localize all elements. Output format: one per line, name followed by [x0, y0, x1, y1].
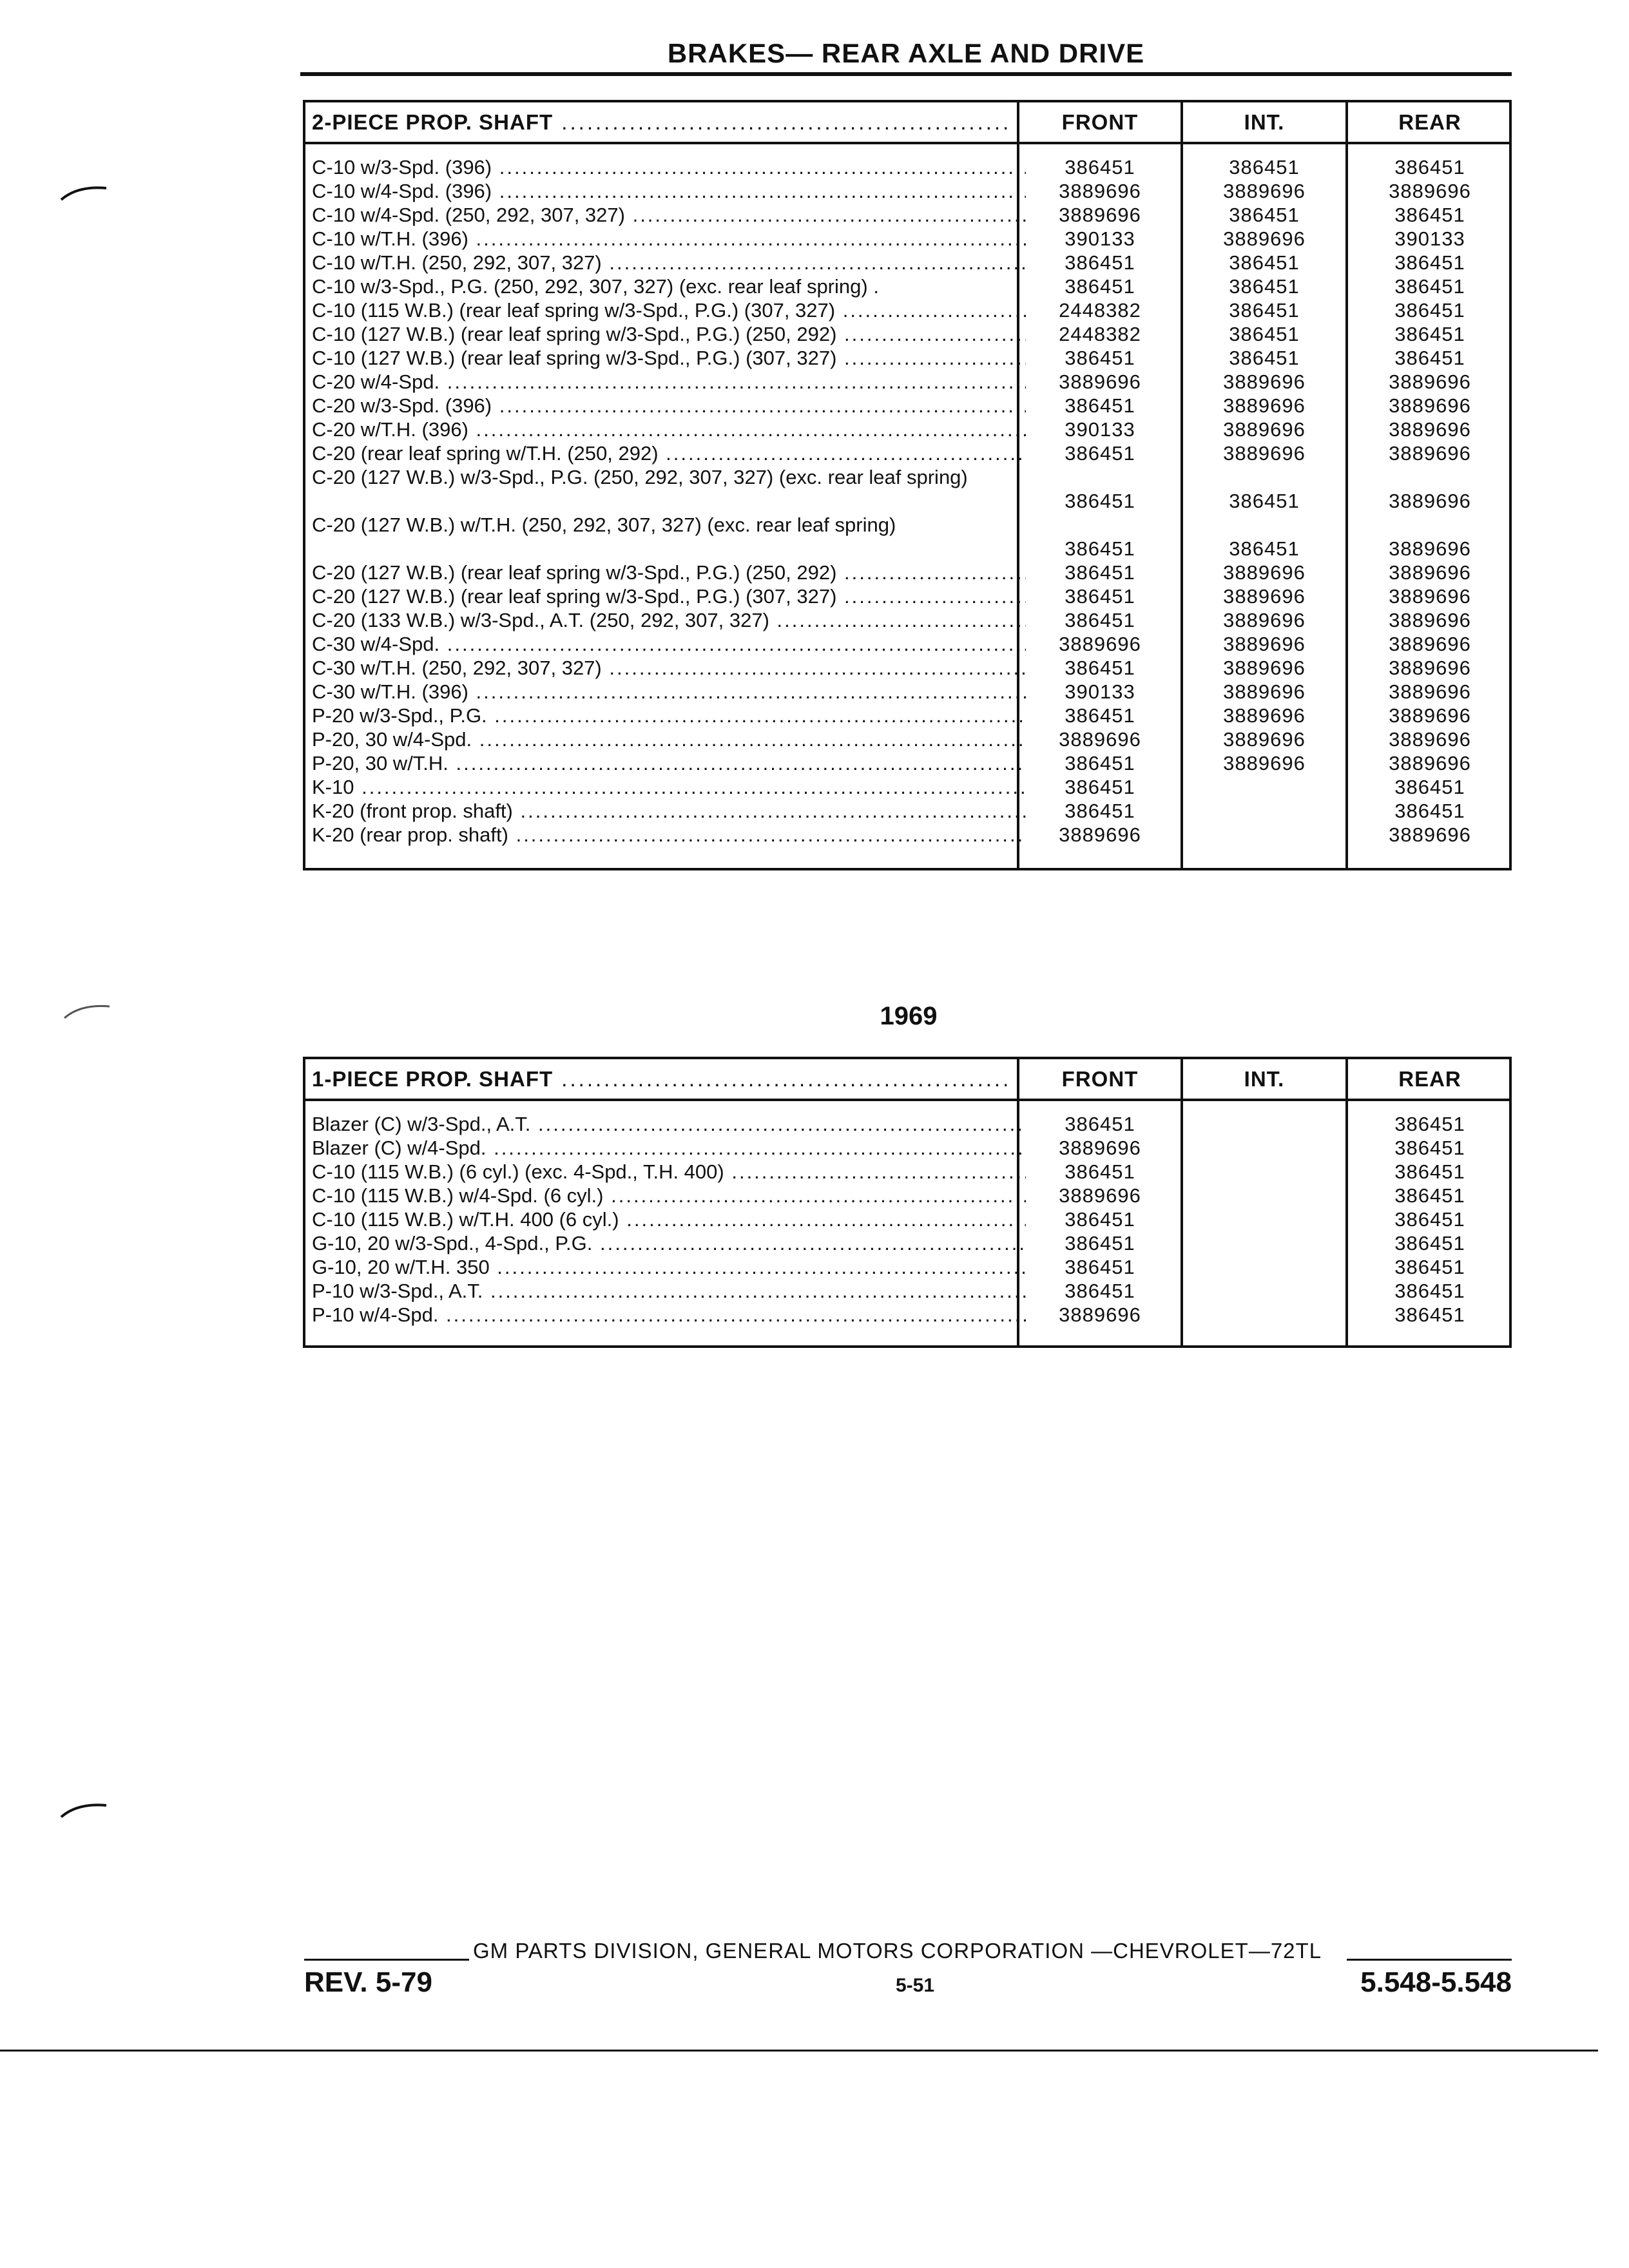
- table-row: [303, 727, 1512, 751]
- part-description: Blazer (C) w/4-Spd. .....: [312, 1136, 1026, 1160]
- int-part-number: 3889696: [1223, 227, 1306, 250]
- table-row: [303, 584, 1512, 608]
- page-number: 5-51: [895, 1975, 935, 1996]
- int-part-number: 386451: [1229, 156, 1300, 178]
- front-part-number: 386451: [1065, 609, 1135, 631]
- int-part-number: 3889696: [1223, 633, 1306, 655]
- part-description: C-20 w/3-Spd. (396) .....: [312, 394, 1026, 418]
- rear-part-number: 386451: [1394, 1256, 1465, 1278]
- table-header-rule: [303, 142, 1512, 144]
- int-part-number: 386451: [1229, 537, 1300, 560]
- table-row: [303, 1231, 1512, 1255]
- front-part-number: 3889696: [1059, 728, 1141, 751]
- rear-part-number: 3889696: [1389, 752, 1471, 774]
- front-part-number: 390133: [1065, 227, 1135, 250]
- part-description: K-10 .....: [312, 775, 1026, 799]
- page-title: BRAKES— REAR AXLE AND DRIVE: [667, 38, 1145, 68]
- table-top-rule: [303, 1057, 1512, 1059]
- table-row: [303, 632, 1512, 656]
- column-header-description: 1-PIECE PROP. SHAFT .....: [312, 1063, 1008, 1095]
- rear-part-number: 386451: [1394, 1280, 1465, 1302]
- rear-part-number: 386451: [1394, 156, 1465, 178]
- front-part-number: 386451: [1065, 657, 1135, 679]
- front-part-number: 386451: [1065, 1160, 1135, 1183]
- part-description: P-10 w/3-Spd., A.T. .....: [312, 1279, 1026, 1303]
- part-description: C-10 w/3-Spd. (396) .....: [312, 155, 1026, 179]
- table-row: [303, 274, 1512, 298]
- part-description: G-10, 20 w/3-Spd., 4-Spd., P.G. .....: [312, 1231, 1026, 1255]
- part-description: C-10 (115 W.B.) (rear leaf spring w/3-Spd., P.G.) (307, 327) .....: [312, 298, 1026, 322]
- part-description: P-10 w/4-Spd. .....: [312, 1303, 1026, 1327]
- rear-part-number: 390133: [1394, 227, 1465, 250]
- int-part-number: 386451: [1229, 275, 1300, 298]
- front-part-number: 3889696: [1059, 370, 1141, 393]
- rear-part-number: 3889696: [1389, 394, 1471, 417]
- rear-part-number: 3889696: [1389, 585, 1471, 608]
- table-body: [303, 1112, 1512, 1327]
- int-part-number: 3889696: [1223, 585, 1306, 608]
- table-row: [303, 1207, 1512, 1231]
- table-row: [303, 823, 1512, 847]
- table-row: [303, 1279, 1512, 1303]
- column-header-description: 2-PIECE PROP. SHAFT .....: [312, 106, 1008, 139]
- front-part-number: 386451: [1065, 1280, 1135, 1302]
- table-row: [303, 561, 1512, 584]
- table-header-rule: [303, 1099, 1512, 1101]
- int-part-number: 3889696: [1223, 680, 1306, 703]
- rear-part-number: 386451: [1394, 1184, 1465, 1207]
- one-piece-prop-shaft-table: [303, 1057, 1512, 1348]
- int-part-number: 386451: [1229, 204, 1300, 226]
- rear-part-number: 3889696: [1389, 370, 1471, 393]
- part-description: C-20 (133 W.B.) w/3-Spd., A.T. (250, 292, 307, 327) .....: [312, 608, 1026, 632]
- table-row: [303, 346, 1512, 370]
- table-row: [303, 322, 1512, 346]
- table-row: [303, 1184, 1512, 1207]
- part-description: C-10 (115 W.B.) (6 cyl.) (exc. 4-Spd., T.H. 400) .....: [312, 1160, 1026, 1184]
- front-part-number: 3889696: [1059, 1137, 1141, 1159]
- column-header-front: FRONT: [1061, 1067, 1139, 1091]
- int-part-number: 386451: [1229, 323, 1300, 345]
- front-part-number: 2448382: [1059, 323, 1141, 345]
- part-description: C-10 w/4-Spd. (250, 292, 307, 327) .....: [312, 203, 1026, 227]
- front-part-number: 386451: [1065, 275, 1135, 298]
- int-part-number: 3889696: [1223, 418, 1306, 441]
- table-row: [303, 370, 1512, 394]
- front-part-number: 3889696: [1059, 823, 1141, 846]
- front-part-number: 386451: [1065, 251, 1135, 274]
- rear-part-number: 3889696: [1389, 418, 1471, 441]
- rear-part-number: 3889696: [1389, 442, 1471, 465]
- part-description: C-10 (115 W.B.) w/T.H. 400 (6 cyl.) .....: [312, 1207, 1026, 1231]
- rear-part-number: 386451: [1394, 347, 1465, 369]
- rear-part-number: 3889696: [1389, 180, 1471, 202]
- part-description: K-20 (front prop. shaft) .....: [312, 799, 1026, 823]
- rear-part-number: 386451: [1394, 323, 1465, 345]
- int-part-number: 3889696: [1223, 180, 1306, 202]
- table-row: [303, 1112, 1512, 1136]
- table-body: [303, 155, 1512, 847]
- table-row: [303, 155, 1512, 179]
- table-row: [303, 704, 1512, 727]
- footer-corporation: GM PARTS DIVISION, GENERAL MOTORS CORPORATION —CHEVROLET—72TL: [473, 1939, 1322, 1963]
- rear-part-number: 386451: [1394, 204, 1465, 226]
- part-description: C-20 (127 W.B.) (rear leaf spring w/3-Spd., P.G.) (250, 292) .....: [312, 561, 1026, 584]
- front-part-number: 3889696: [1059, 633, 1141, 655]
- rear-part-number: 386451: [1394, 275, 1465, 298]
- int-part-number: 3889696: [1223, 394, 1306, 417]
- binder-hole-mark: [58, 1798, 110, 1823]
- front-part-number: 386451: [1065, 442, 1135, 465]
- column-header-int: INT.: [1244, 110, 1285, 134]
- int-part-number: 3889696: [1223, 442, 1306, 465]
- part-description: P-20, 30 w/4-Spd. .....: [312, 727, 1026, 751]
- two-piece-prop-shaft-table: [303, 100, 1512, 870]
- front-part-number: 386451: [1065, 776, 1135, 798]
- column-header-int: INT.: [1244, 1067, 1285, 1091]
- rear-part-number: 3889696: [1389, 657, 1471, 679]
- table-row: [303, 656, 1512, 680]
- year-heading: 1969: [880, 1002, 938, 1030]
- int-part-number: 386451: [1229, 347, 1300, 369]
- rear-part-number: 386451: [1394, 1113, 1465, 1135]
- table-row: [303, 465, 1512, 513]
- int-part-number: 3889696: [1223, 752, 1306, 774]
- part-description: C-10 (115 W.B.) w/4-Spd. (6 cyl.) .....: [312, 1184, 1026, 1207]
- front-part-number: 3889696: [1059, 1303, 1141, 1326]
- front-part-number: 386451: [1065, 1208, 1135, 1231]
- rear-part-number: 386451: [1394, 1208, 1465, 1231]
- rear-part-number: 3889696: [1389, 537, 1471, 560]
- rear-part-number: 386451: [1394, 299, 1465, 322]
- footer-rule-left: [304, 1959, 469, 1961]
- section-number: 5.548-5.548: [1360, 1966, 1512, 1998]
- int-part-number: 386451: [1229, 299, 1300, 322]
- table-row: [303, 680, 1512, 704]
- front-part-number: 386451: [1065, 1113, 1135, 1135]
- int-part-number: 3889696: [1223, 728, 1306, 751]
- table-row: [303, 1160, 1512, 1184]
- table-row: [303, 1136, 1512, 1160]
- rear-part-number: 3889696: [1389, 490, 1471, 512]
- front-part-number: 386451: [1065, 156, 1135, 178]
- table-bottom-rule: [303, 1345, 1512, 1348]
- rear-part-number: 386451: [1394, 1232, 1465, 1254]
- part-description: P-20, 30 w/T.H. .....: [312, 751, 1026, 775]
- rear-part-number: 3889696: [1389, 728, 1471, 751]
- front-part-number: 386451: [1065, 752, 1135, 774]
- part-description: C-20 (127 W.B.) w/T.H. (250, 292, 307, 327) (exc. rear leaf spring): [312, 514, 896, 536]
- footer-rule-right: [1347, 1959, 1512, 1961]
- part-description: C-20 (127 W.B.) w/3-Spd., P.G. (250, 292, 307, 327) (exc. rear leaf spring): [312, 466, 968, 488]
- column-header-front: FRONT: [1061, 110, 1139, 134]
- int-part-number: 3889696: [1223, 657, 1306, 679]
- front-part-number: 386451: [1065, 704, 1135, 727]
- part-description: C-30 w/4-Spd. .....: [312, 632, 1026, 656]
- table-row: [303, 227, 1512, 251]
- part-description: C-20 w/T.H. (396) .....: [312, 418, 1026, 441]
- front-part-number: 386451: [1065, 347, 1135, 369]
- front-part-number: 386451: [1065, 1232, 1135, 1254]
- front-part-number: 386451: [1065, 1256, 1135, 1278]
- column-header-rear: REAR: [1398, 110, 1461, 134]
- table-row: [303, 298, 1512, 322]
- front-part-number: 390133: [1065, 680, 1135, 703]
- rear-part-number: 3889696: [1389, 680, 1471, 703]
- front-part-number: 386451: [1065, 561, 1135, 584]
- table-row: [303, 251, 1512, 274]
- table-top-rule: [303, 100, 1512, 102]
- table-row: [303, 394, 1512, 418]
- title-rule: [300, 72, 1512, 76]
- binder-hole-mark: [61, 999, 113, 1024]
- column-header-rear: REAR: [1398, 1067, 1461, 1091]
- front-part-number: 386451: [1065, 490, 1135, 512]
- part-description: C-20 w/4-Spd. .....: [312, 370, 1026, 394]
- int-part-number: 386451: [1229, 490, 1300, 512]
- table-row: [303, 418, 1512, 441]
- rear-part-number: 3889696: [1389, 609, 1471, 631]
- rear-part-number: 386451: [1394, 1303, 1465, 1326]
- rear-part-number: 386451: [1394, 1160, 1465, 1183]
- part-description: C-10 (127 W.B.) (rear leaf spring w/3-Spd., P.G.) (307, 327) .....: [312, 346, 1026, 370]
- int-part-number: 386451: [1229, 251, 1300, 274]
- rear-part-number: 386451: [1394, 776, 1465, 798]
- front-part-number: 386451: [1065, 394, 1135, 417]
- part-description: K-20 (rear prop. shaft) .....: [312, 823, 1026, 847]
- table-row: [303, 1255, 1512, 1279]
- binder-hole-mark: [58, 180, 110, 206]
- front-part-number: 3889696: [1059, 1184, 1141, 1207]
- part-description: C-10 w/3-Spd., P.G. (250, 292, 307, 327) (exc. rear leaf spring) .: [312, 275, 879, 298]
- part-description: C-10 w/T.H. (396) .....: [312, 227, 1026, 251]
- front-part-number: 386451: [1065, 537, 1135, 560]
- part-description: C-30 w/T.H. (250, 292, 307, 327) .....: [312, 656, 1026, 680]
- table-row: [303, 1303, 1512, 1327]
- part-description: C-10 (127 W.B.) (rear leaf spring w/3-Spd., P.G.) (250, 292) .....: [312, 322, 1026, 346]
- part-description: C-20 (127 W.B.) (rear leaf spring w/3-Spd., P.G.) (307, 327) .....: [312, 584, 1026, 608]
- part-description: G-10, 20 w/T.H. 350 .....: [312, 1255, 1026, 1279]
- rear-part-number: 3889696: [1389, 704, 1471, 727]
- table-row: [303, 608, 1512, 632]
- front-part-number: 386451: [1065, 585, 1135, 608]
- table-row: [303, 179, 1512, 203]
- revision-date: REV. 5-79: [304, 1966, 432, 1998]
- int-part-number: 3889696: [1223, 609, 1306, 631]
- front-part-number: 2448382: [1059, 299, 1141, 322]
- rear-part-number: 386451: [1394, 251, 1465, 274]
- front-part-number: 3889696: [1059, 180, 1141, 202]
- part-description: C-10 w/T.H. (250, 292, 307, 327) .....: [312, 251, 1026, 274]
- table-row: [303, 751, 1512, 775]
- table-row: [303, 203, 1512, 227]
- rear-part-number: 3889696: [1389, 633, 1471, 655]
- table-bottom-rule: [303, 868, 1512, 870]
- table-row: [303, 513, 1512, 561]
- table-row: [303, 441, 1512, 465]
- part-description: Blazer (C) w/3-Spd., A.T. .....: [312, 1112, 1026, 1136]
- part-description: C-30 w/T.H. (396) .....: [312, 680, 1026, 704]
- table-row: [303, 799, 1512, 823]
- page-bottom-rule: [0, 2050, 1598, 2052]
- front-part-number: 3889696: [1059, 204, 1141, 226]
- part-description: C-10 w/4-Spd. (396) .....: [312, 179, 1026, 203]
- rear-part-number: 3889696: [1389, 561, 1471, 584]
- part-description: P-20 w/3-Spd., P.G. .....: [312, 704, 1026, 727]
- rear-part-number: 386451: [1394, 1137, 1465, 1159]
- int-part-number: 3889696: [1223, 561, 1306, 584]
- part-description: C-20 (rear leaf spring w/T.H. (250, 292) .....: [312, 441, 1026, 465]
- front-part-number: 390133: [1065, 418, 1135, 441]
- int-part-number: 3889696: [1223, 704, 1306, 727]
- table-row: [303, 775, 1512, 799]
- rear-part-number: 386451: [1394, 800, 1465, 822]
- int-part-number: 3889696: [1223, 370, 1306, 393]
- front-part-number: 386451: [1065, 800, 1135, 822]
- rear-part-number: 3889696: [1389, 823, 1471, 846]
